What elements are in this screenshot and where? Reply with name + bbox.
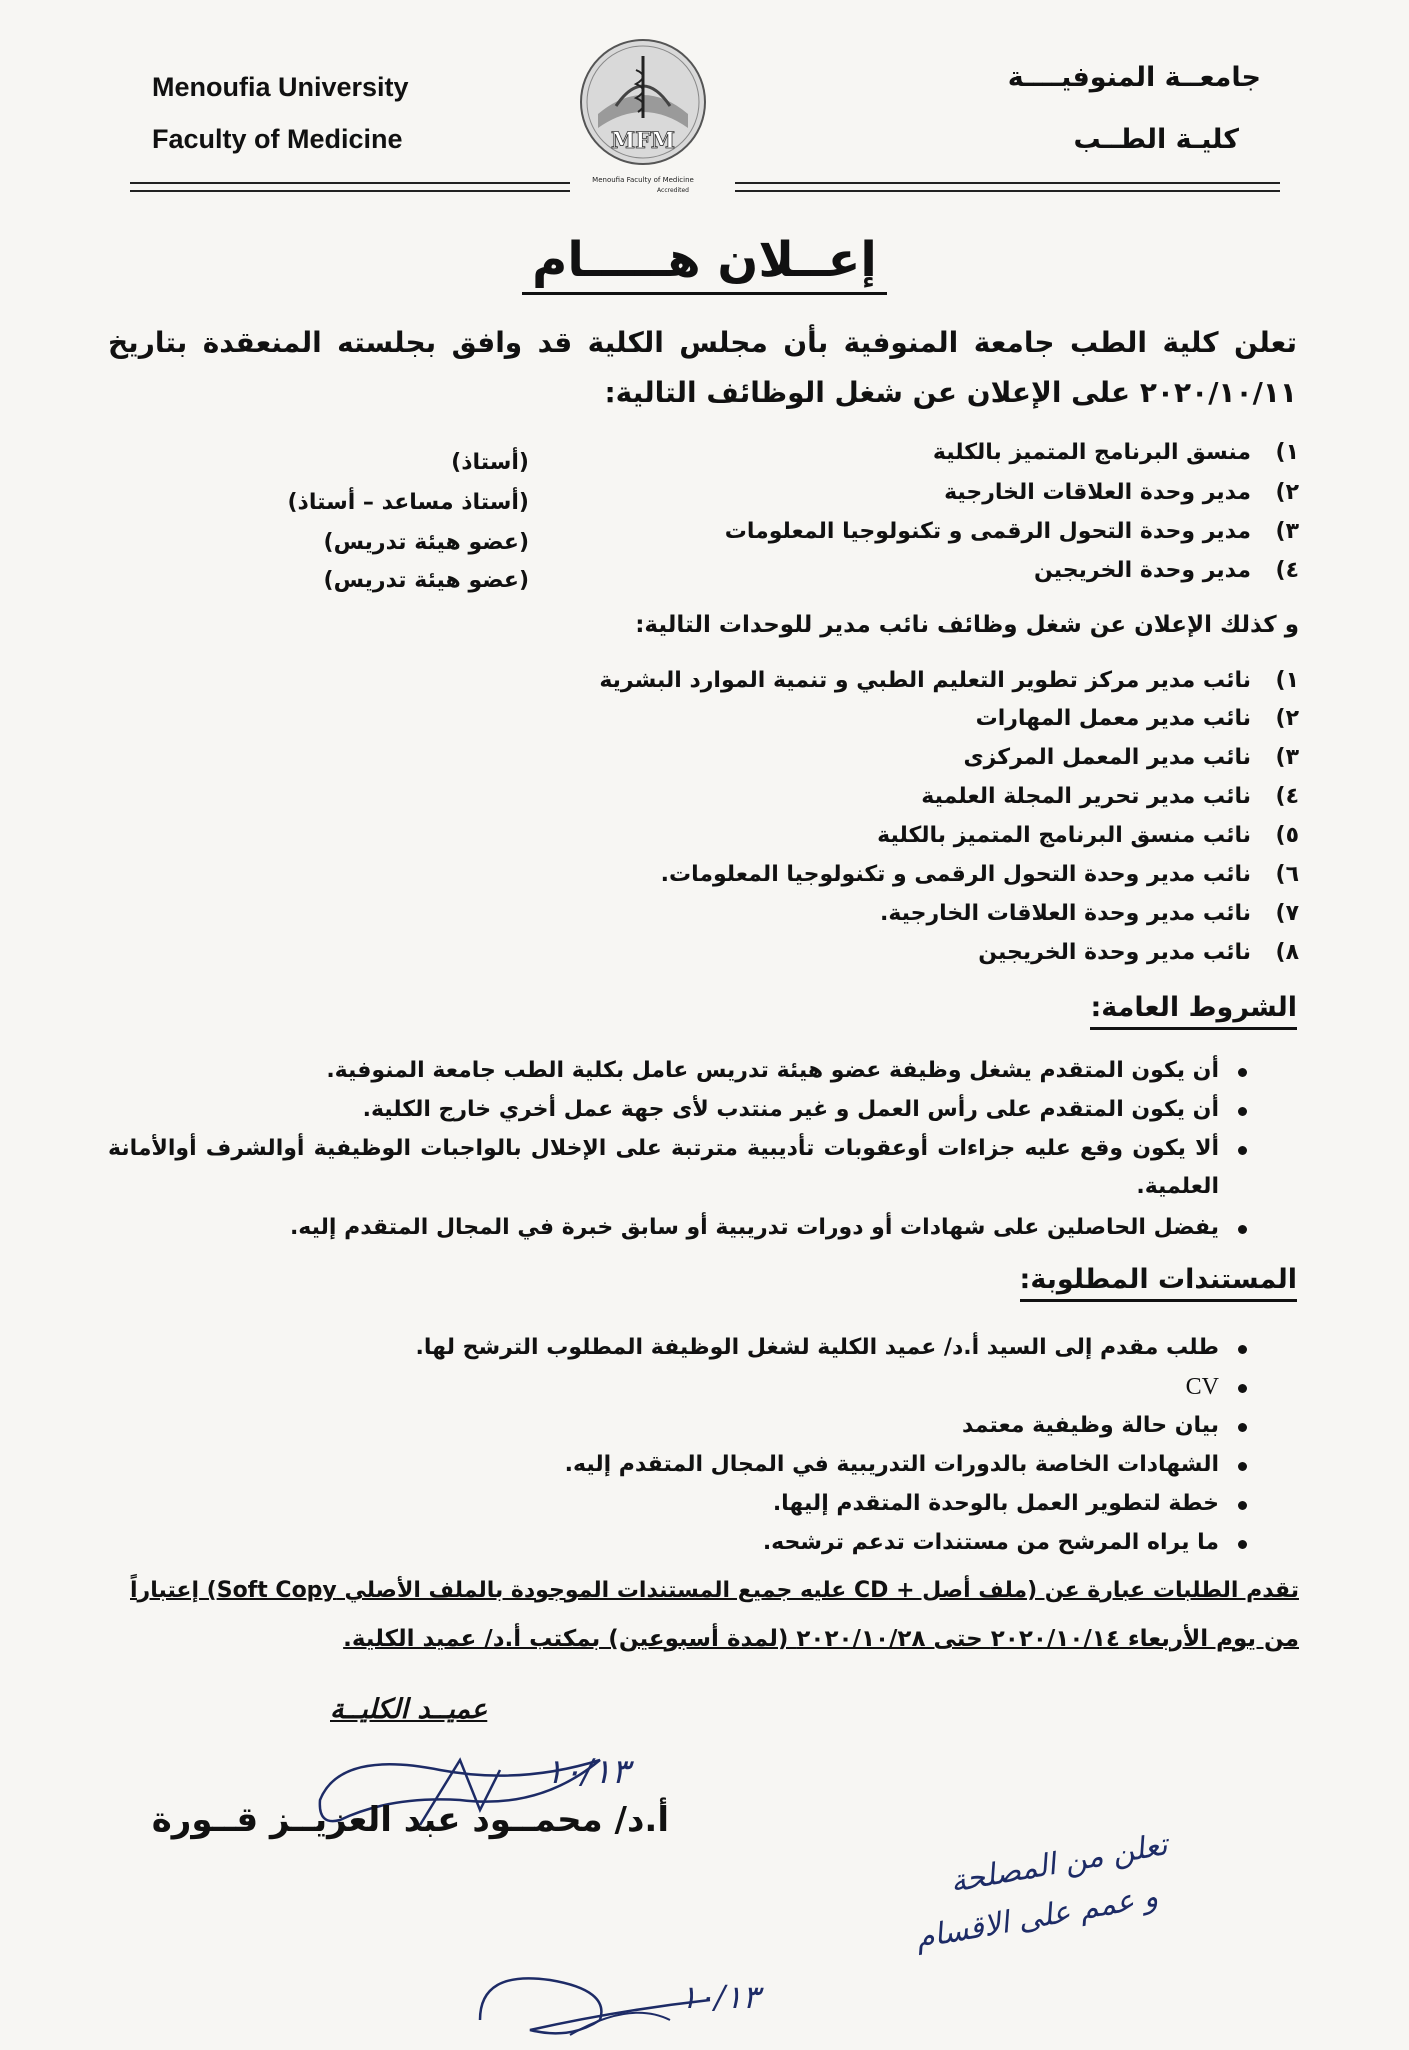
submission-note-line2: من يوم الأربعاء ٢٠٢٠/١٠/١٤ حتى ٢٠٢٠/١٠/٢٨ (لمدة أسبوعين) بمكتب أ.د/ عميد الكلية.	[343, 1626, 1299, 1652]
position-rank: (أستاذ)	[451, 450, 529, 475]
deputy-number: ٦)	[1275, 862, 1299, 887]
header-rule-right-top	[735, 182, 1280, 184]
handwritten-date-mark: ١٠/١٣	[680, 1978, 760, 2016]
logo-letters: MFM	[610, 128, 676, 154]
document-item: طلب مقدم إلى السيد أ.د/ عميد الكلية لشغل الوظيفة المطلوب الترشح لها.	[415, 1335, 1219, 1360]
bullet-icon	[1238, 1501, 1247, 1510]
deputy-number: ٣)	[1275, 745, 1299, 770]
submission-note-line1: تقدم الطلبات عبارة عن (ملف أصل + CD عليه جميع المستندات الموجودة بالملف الأصلي Soft Copy) إعتباراً	[130, 1578, 1299, 1603]
deputy-title: نائب مدير وحدة التحول الرقمى و تكنولوجيا المعلومات.	[660, 862, 1251, 887]
bullet-icon	[1238, 1462, 1247, 1471]
bullet-icon	[1238, 1540, 1247, 1549]
bullet-icon	[1238, 1345, 1247, 1354]
document-item: ما يراه المرشح من مستندات تدعم ترشحه.	[762, 1530, 1219, 1555]
position-rank: (عضو هيئة تدريس)	[323, 568, 529, 593]
handwritten-signature	[470, 1940, 870, 2050]
position-number: ٣)	[1275, 519, 1299, 544]
condition-item: يفضل الحاصلين على شهادات أو دورات تدريبية أو سابق خبرة في المجال المتقدم إليه.	[289, 1215, 1219, 1240]
handwritten-note-line1: تعلن من المصلحة	[947, 1827, 1171, 1900]
position-rank: (أستاذ مساعد – أستاذ)	[287, 490, 529, 515]
deputy-title: نائب مدير معمل المهارات	[975, 706, 1251, 731]
documents-heading: المستندات المطلوبة:	[1020, 1264, 1297, 1302]
deputy-intro: و كذلك الإعلان عن شغل وظائف نائب مدير للوحدات التالية:	[635, 612, 1299, 638]
dean-title: عميــد الكليــة	[330, 1694, 488, 1725]
dean-name: أ.د/ محمــود عبد العزيــز قــورة	[151, 1800, 669, 1840]
university-name-ar: جامعــة المنوفيــــة	[1007, 62, 1261, 93]
deputy-title: نائب مدير المعمل المركزى	[963, 745, 1251, 770]
university-name-en: Menoufia University	[152, 72, 409, 102]
deputy-number: ٧)	[1275, 901, 1299, 926]
condition-item: ألا يكون وقع عليه جزاءات أوعقوبات تأديبية مترتبة على الإخلال بالواجبات الوظيفية أوالشرف أوالأمانة العلمية.	[108, 1136, 1219, 1199]
announcement-title: إعــلان هـــــام	[0, 232, 1409, 288]
header-rule-left-top	[130, 182, 570, 184]
faculty-name-ar: كليـة الطــب	[1073, 124, 1239, 155]
faculty-logo	[578, 36, 708, 198]
logo-caption-2: Accredited	[657, 187, 689, 194]
deputy-title: نائب مدير وحدة العلاقات الخارجية.	[879, 901, 1251, 926]
bullet-icon	[1238, 1225, 1247, 1234]
deputy-number: ٢)	[1275, 706, 1299, 731]
position-rank: (عضو هيئة تدريس)	[323, 530, 529, 555]
bullet-icon	[1238, 1068, 1247, 1077]
bullet-icon	[1238, 1423, 1247, 1432]
dean-date-mark: ١٠/١٣	[545, 1752, 630, 1792]
position-title: مدير وحدة الخريجين	[1033, 558, 1251, 583]
position-title: مدير وحدة العلاقات الخارجية	[944, 480, 1251, 505]
position-number: ١)	[1275, 440, 1299, 465]
position-title: منسق البرنامج المتميز بالكلية	[932, 440, 1251, 465]
document-item: خطة لتطوير العمل بالوحدة المتقدم إليها.	[772, 1491, 1219, 1516]
deputy-title: نائب مدير تحرير المجلة العلمية	[921, 784, 1251, 809]
bullet-icon	[1238, 1384, 1247, 1393]
deputy-title: نائب مدير وحدة الخريجين	[978, 940, 1251, 965]
document-item: CV	[1185, 1374, 1219, 1400]
position-number: ٤)	[1275, 558, 1299, 583]
bullet-icon	[1238, 1107, 1247, 1116]
deputy-number: ٤)	[1275, 784, 1299, 809]
faculty-name-en: Faculty of Medicine	[152, 124, 403, 154]
handwritten-note-line2: و عمم على الاقسام	[912, 1878, 1161, 1957]
condition-item: أن يكون المتقدم على رأس العمل و غير منتدب لأى جهة عمل أخري خارج الكلية.	[362, 1097, 1219, 1122]
position-title: مدير وحدة التحول الرقمى و تكنولوجيا المعلومات	[724, 519, 1251, 544]
intro-paragraph: تعلن كلية الطب جامعة المنوفية بأن مجلس الكلية قد وافق بجلسته المنعقدة بتاريخ ٢٠٢٠/١٠/١١ على الإعلان عن شغل الوظائف التالية:	[108, 326, 1297, 409]
deputy-number: ٥)	[1275, 823, 1299, 848]
conditions-heading: الشروط العامة:	[1090, 992, 1297, 1030]
deputy-number: ١)	[1275, 668, 1299, 693]
position-number: ٢)	[1275, 480, 1299, 505]
logo-caption-1: Menoufia Faculty of Medicine	[592, 176, 694, 184]
header-rule-left-bottom	[130, 190, 570, 192]
condition-item: أن يكون المتقدم يشغل وظيفة عضو هيئة تدريس عامل بكلية الطب جامعة المنوفية.	[326, 1058, 1219, 1083]
document-item: الشهادات الخاصة بالدورات التدريبية في المجال المتقدم إليه.	[564, 1452, 1219, 1477]
deputy-number: ٨)	[1275, 940, 1299, 965]
deputy-title: نائب منسق البرنامج المتميز بالكلية	[877, 823, 1251, 848]
deputy-title: نائب مدير مركز تطوير التعليم الطبي و تنمية الموارد البشرية	[599, 668, 1251, 693]
bullet-icon	[1238, 1146, 1247, 1155]
header-rule-right-bottom	[735, 190, 1280, 192]
document-item: بيان حالة وظيفية معتمد	[962, 1413, 1219, 1438]
